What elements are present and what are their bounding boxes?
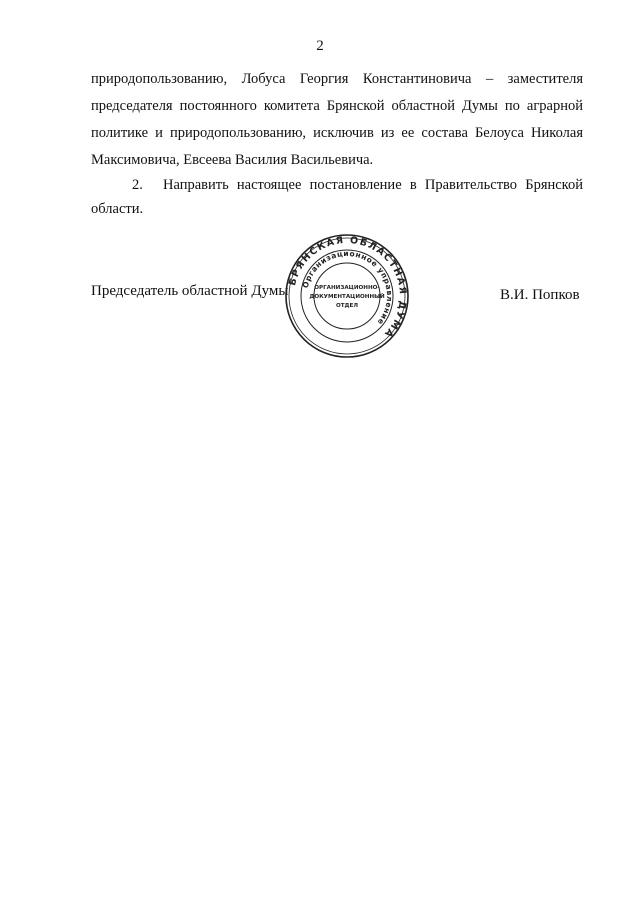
body-line-1: природопользованию, Лобуса Георгия Константиновича – заместителя	[91, 71, 583, 87]
body-line-2: председателя постоянного комитета Брянской областной Думы по аграрной	[91, 98, 583, 114]
signatory-title: Председатель областной Думы	[91, 283, 289, 299]
item-number: 2.	[132, 177, 143, 193]
stamp-center-line-2: ДОКУМЕНТАЦИОННЫЙ	[309, 294, 385, 300]
official-stamp	[284, 233, 410, 359]
stamp-outer-text: БРЯНСКАЯ ОБЛАСТНАЯ ДУМА	[287, 234, 409, 341]
signatory-name: В.И. Попков	[500, 287, 580, 303]
stamp-center-line-3: ОТДЕЛ	[335, 303, 359, 309]
stamp-center-line-1: ОРГАНИЗАЦИОННО-	[314, 285, 380, 291]
page-number: 2	[316, 38, 324, 54]
body-line-4: Максимовича, Евсеева Василия Васильевича.	[91, 152, 374, 168]
item-line-1: Направить настоящее постановление в Правительство Брянской	[163, 177, 583, 193]
item-line-2: области.	[91, 201, 144, 217]
body-line-3: политике и природопользованию, исключив из ее состава Белоуса Николая	[91, 125, 583, 141]
stamp-ring-text: Организационное управление	[300, 248, 395, 327]
